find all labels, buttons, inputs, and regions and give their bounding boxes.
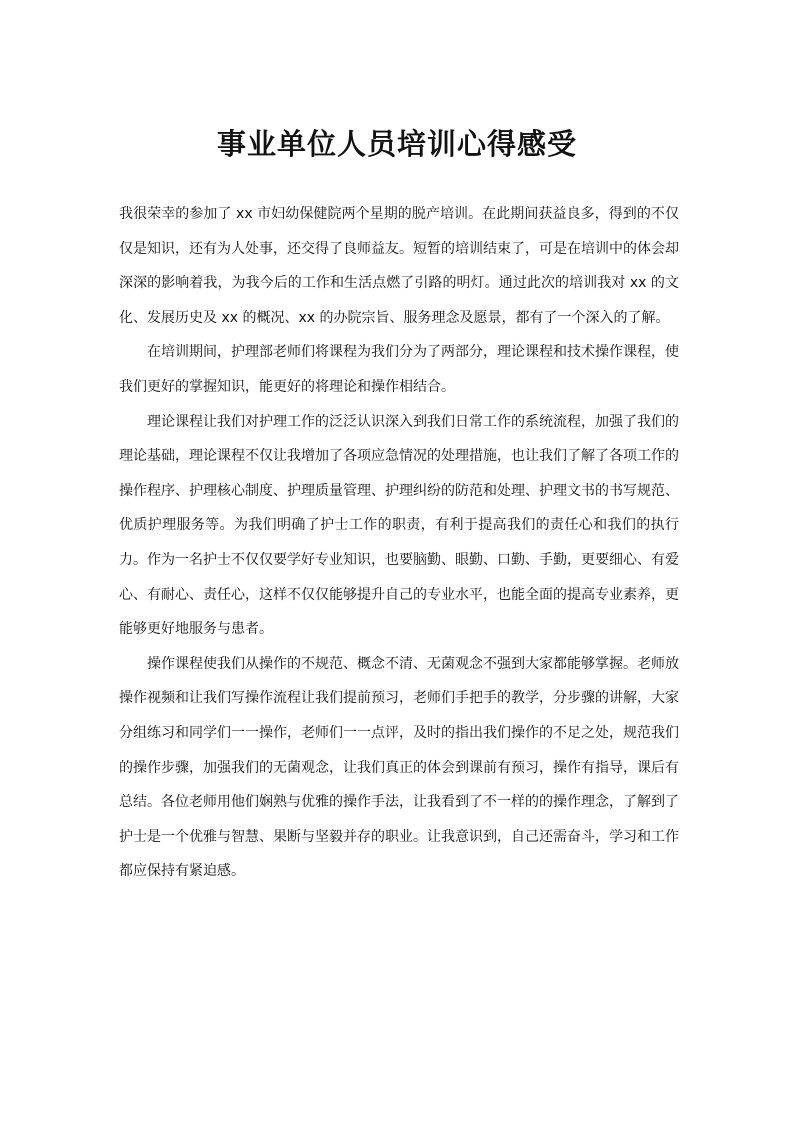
paragraph-3: 理论课程让我们对护理工作的泛泛认识深入到我们日常工作的系统流程，加强了我们的理论基础，理论课程不仅让我增加了各项应急情况的处理措施，也让我们了解了各项工作的操作程序、护理核心制度、护理质量管理、护理纠纷的防范和处理、护理文书的书写规范、优质护理服务等。为我们明确了护士工作的职责，有利于提高我们的责任心和我们的执行力。作为一名护士不仅仅要学好专业知识，也要脑勤、眼勤、口勤、手勤，更要细心、有爱心、有耐心、责任心，这样不仅仅能够提升自己的专业水平，也能全面的提高专业素养，更能够更好地服务与患者。	[119, 413, 679, 638]
paragraph-2: 在培训期间，护理部老师们将课程为我们分为了两部分，理论课程和技术操作课程，使我们更好的掌握知识，能更好的将理论和操作相结合。	[119, 344, 679, 395]
paragraph-4: 操作课程使我们从操作的不规范、概念不清、无菌观念不强到大家都能够掌握。老师放操作视频和让我们写操作流程让我们提前预习，老师们手把手的教学，分步骤的讲解，大家分组练习和同学们一一操作，老师们一一点评，及时的指出我们操作的不足之处，规范我们的操作步骤，加强我们的无菌观念，让我们真正的体会到课前有预习，操作有指导，课后有总结。各位老师用他们娴熟与优雅的操作手法，让我看到了不一样的的操作理念，了解到了护士是一个优雅与智慧、果断与坚毅并存的职业。让我意识到，自己还需奋斗，学习和工作都应保持有紧迫感。	[119, 655, 679, 880]
paragraph-1: 我很荣幸的参加了 xx 市妇幼保健院两个星期的脱产培训。在此期间获益良多，得到的不仅仅是知识，还有为人处事，还交得了良师益友。短暂的培训结束了，可是在培训中的体会却深深的影响着我，为我今后的工作和生活点燃了引路的明灯。通过此次的培训我对 xx 的文化、发展历史及 xx 的概况、xx 的办院宗旨、服务理念及愿景，都有了一个深入的了解。	[119, 206, 679, 326]
document-body	[119, 197, 679, 889]
document-title: 事业单位人员培训心得感受	[216, 127, 577, 161]
